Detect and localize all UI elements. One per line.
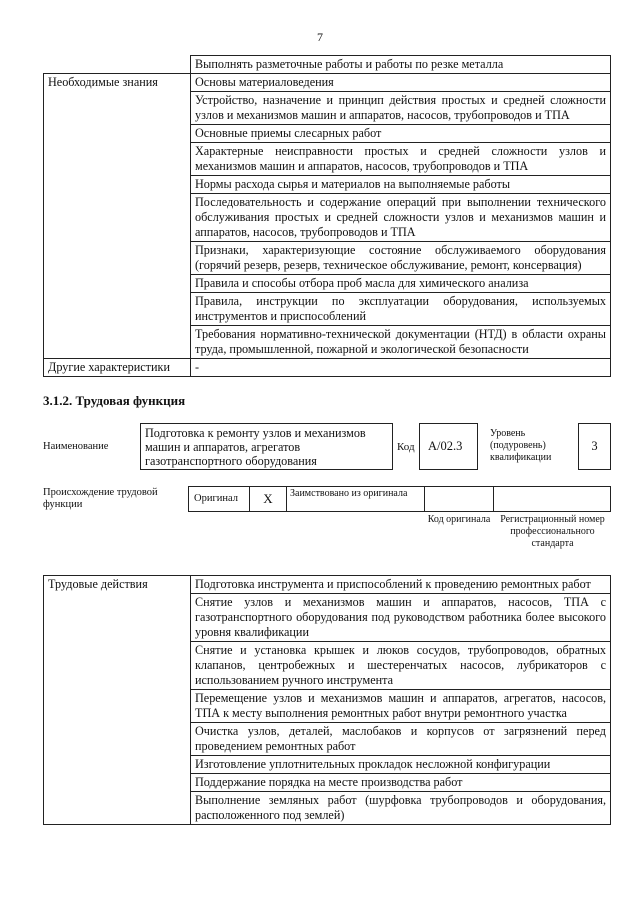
page-number: 7 (317, 30, 323, 44)
other-value: - (191, 359, 611, 377)
code-value: А/02.3 (419, 423, 478, 470)
action-item: Изготовление уплотнительных прокладок несложной конфигурации (191, 756, 611, 774)
level-label: Уровень (подуровень) квалификации (490, 428, 552, 463)
original-label: Оригинал (188, 486, 250, 512)
knowledge-item: Характерные неисправности простых и средней сложности узлов и механизмов машин и аппаратов, насосов, трубопроводов и ТПА (191, 143, 611, 176)
action-item: Очистка узлов, деталей, маслобаков и корпусов от загрязнений перед проведением ремонтных работ (191, 723, 611, 756)
section-title: 3.1.2. Трудовая функция (43, 393, 186, 408)
name-label: Наименование (43, 441, 109, 452)
knowledge-item: Основы материаловедения (191, 74, 611, 92)
reg-num-cell (493, 486, 611, 512)
knowledge-item: Последовательность и содержание операций при выполнении технического обслуживания простых и средней сложности узлов и механизмов машин и аппаратов, насосов, трубопроводов и ТПА (191, 194, 611, 242)
actions-label: Трудовые действия (44, 576, 191, 825)
original-mark: Х (249, 486, 287, 512)
knowledge-item: Требования нормативно-технической документации (НТД) в области охраны труда, промышленной, пожарной и экологической безопасности (191, 326, 611, 359)
action-item: Выполнение земляных работ (шурфовка трубопроводов и оборудования, расположенного под землей) (191, 792, 611, 825)
skill-cell: Выполнять разметочные работы и работы по резке металла (191, 56, 611, 74)
knowledge-item: Признаки, характеризующие состояние обслуживаемого оборудования (горячий резерв, резерв, техническое обслуживание, ремонт, консервация) (191, 242, 611, 275)
knowledge-table (43, 55, 611, 377)
action-item: Перемещение узлов и механизмов машин и аппаратов, агрегатов, насосов, ТПА к месту выполнения ремонтных работ внутри ремонтного участка (191, 690, 611, 723)
action-item: Подготовка инструмента и приспособлений к проведению ремонтных работ (191, 576, 611, 594)
table-row (44, 56, 611, 74)
origin-label: Происхождение трудовой функции (43, 487, 158, 510)
knowledge-item: Основные приемы слесарных работ (191, 125, 611, 143)
action-item: Снятие и установка крышек и люков сосудов, трубопроводов, обратных клапанов, центробежных и шестеренчатых насосов, лубрикаторов с использованием ручного инструмента (191, 642, 611, 690)
orig-code-cell (424, 486, 494, 512)
knowledge-item: Правила, инструкции по эксплуатации оборудования, используемых инструментов и приспособлений (191, 293, 611, 326)
orig-code-label: Код оригинала (427, 514, 491, 525)
other-label: Другие характеристики (44, 359, 191, 377)
level-value: 3 (578, 423, 611, 470)
knowledge-label: Необходимые знания (44, 74, 191, 359)
knowledge-item: Правила и способы отбора проб масла для химического анализа (191, 275, 611, 293)
table-row (44, 359, 611, 377)
name-value: Подготовка к ремонту узлов и механизмов машин и аппаратов, агрегатов газотранспортного оборудования (140, 423, 393, 470)
code-label: Код (397, 441, 415, 453)
table-row (44, 576, 611, 594)
knowledge-item: Нормы расхода сырья и материалов на выполняемые работы (191, 176, 611, 194)
reg-num-label: Регистрационный номер профессионального стандарта (500, 514, 605, 549)
action-item: Поддержание порядка на месте производства работ (191, 774, 611, 792)
table-row (44, 74, 611, 92)
borrowed-label: Заимствовано из оригинала (286, 486, 425, 512)
actions-table (43, 575, 611, 825)
knowledge-item: Устройство, назначение и принцип действия простых и средней сложности узлов и механизмов машин и аппаратов, насосов, трубопроводов и ТПА (191, 92, 611, 125)
action-item: Снятие узлов и механизмов машин и аппаратов, насосов, ТПА с газотранспортного оборудования под руководством работника более высокого уровня квалификации (191, 594, 611, 642)
